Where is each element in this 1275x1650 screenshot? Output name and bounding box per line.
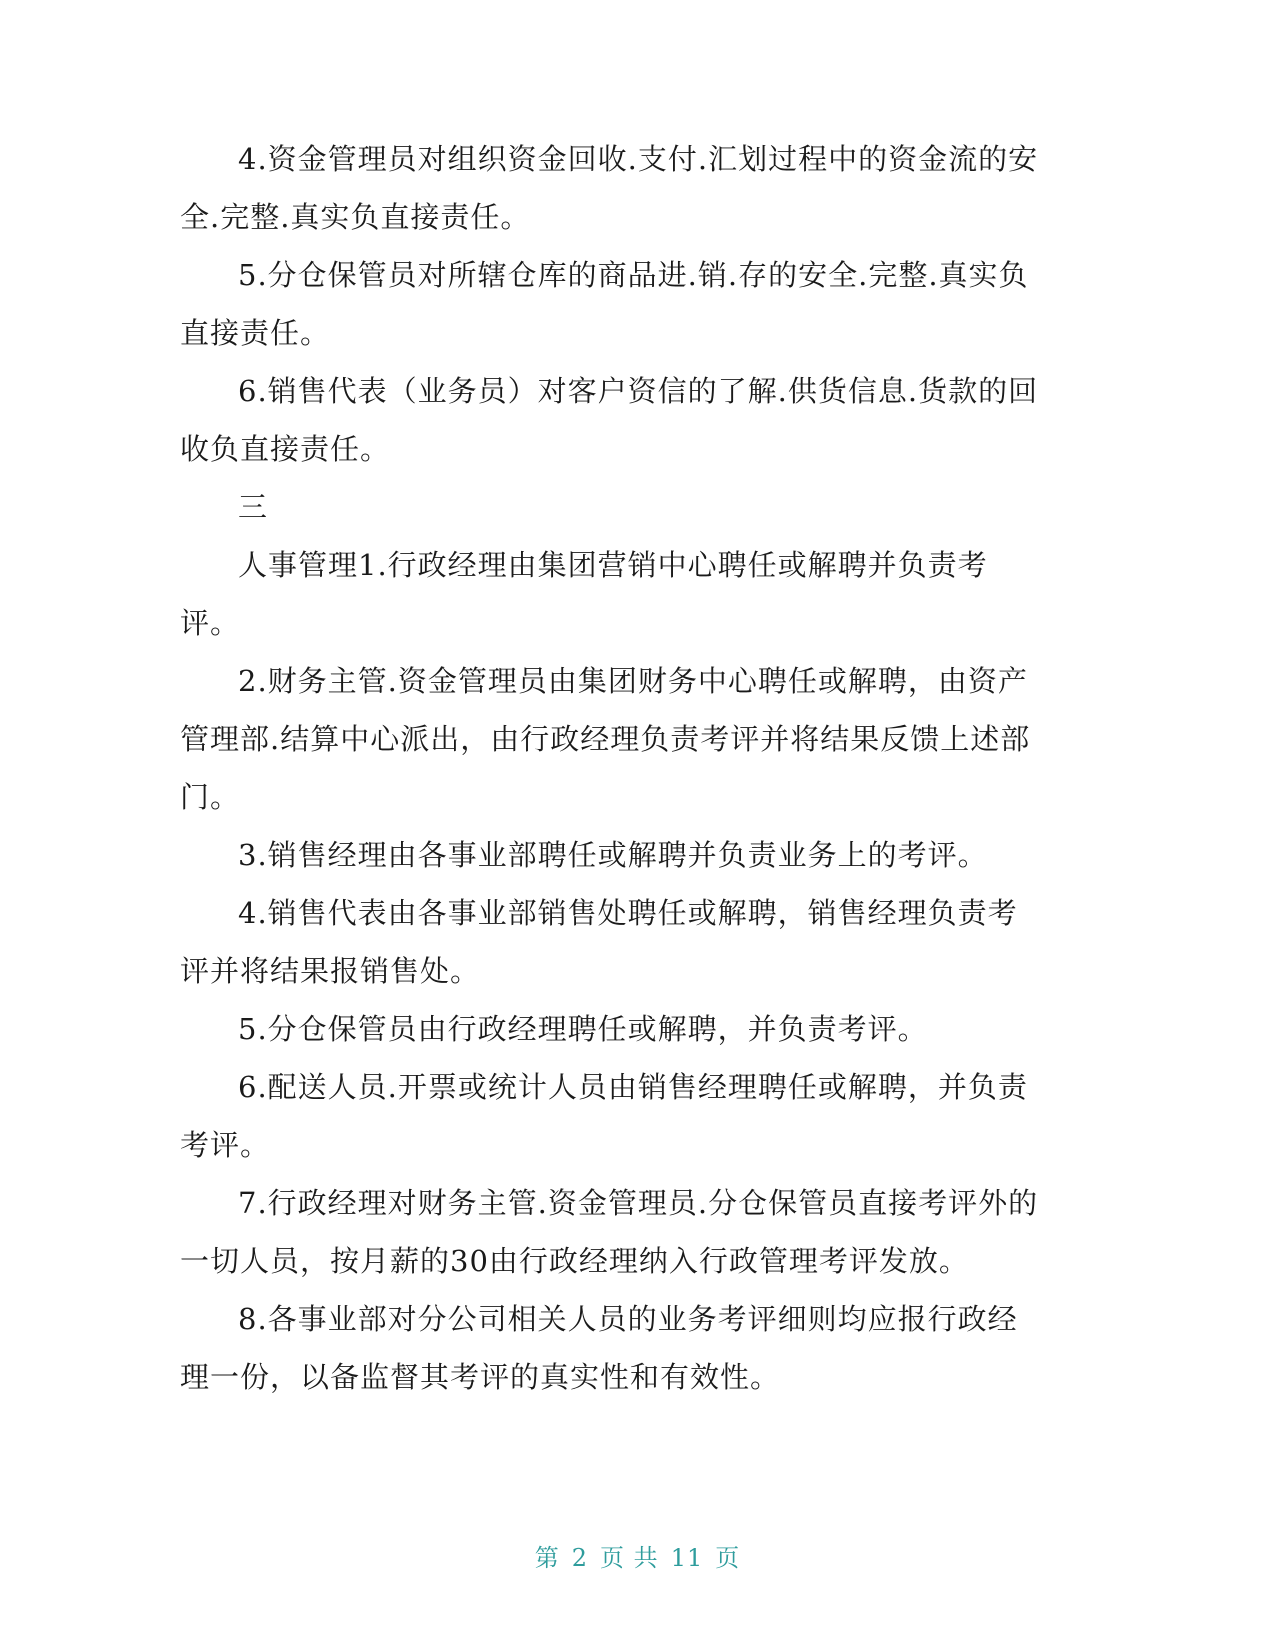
total-pages-number: 11 [670, 1544, 704, 1572]
paragraph: 6.销售代表（业务员）对客户资信的了解.供货信息.货款的回收负直接责任。 [180, 374, 1039, 466]
paragraph: 7.行政经理对财务主管.资金管理员.分仓保管员直接考评外的一切人员，按月薪的30由行政经理纳入行政管理考评发放。 [180, 1186, 1039, 1278]
paragraph: 5.分仓保管员由行政经理聘任或解聘，并负责考评。 [238, 1012, 928, 1046]
paragraph: 5.分仓保管员对所辖仓库的商品进.销.存的安全.完整.真实负直接责任。 [180, 258, 1029, 350]
paragraph: 3.销售经理由各事业部聘任或解聘并负责业务上的考评。 [238, 838, 988, 872]
footer-prefix: 第 [534, 1544, 560, 1572]
paragraph: 6.配送人员.开票或统计人员由销售经理聘任或解聘，并负责考评。 [180, 1070, 1028, 1162]
document-body [180, 130, 1040, 1406]
paragraph: 4.销售代表由各事业部销售处聘任或解聘，销售经理负责考评并将结果报销售处。 [180, 896, 1018, 988]
section-number: 三 [238, 490, 269, 524]
footer-middle: 页 共 [600, 1544, 659, 1572]
paragraph: 人事管理1.行政经理由集团营销中心聘任或解聘并负责考评。 [180, 548, 988, 640]
paragraph: 2.财务主管.资金管理员由集团财务中心聘任或解聘，由资产管理部.结算中心派出，由行政经理负责考评并将结果反馈上述部门。 [180, 664, 1031, 814]
current-page-number: 2 [571, 1544, 589, 1572]
paragraph: 4.资金管理员对组织资金回收.支付.汇划过程中的资金流的安全.完整.真实负直接责任。 [180, 142, 1039, 234]
footer-suffix: 页 [715, 1544, 741, 1572]
page-footer [0, 1538, 1275, 1573]
paragraph: 8.各事业部对分公司相关人员的业务考评细则均应报行政经理一份，以备监督其考评的真实性和有效性。 [180, 1302, 1018, 1394]
